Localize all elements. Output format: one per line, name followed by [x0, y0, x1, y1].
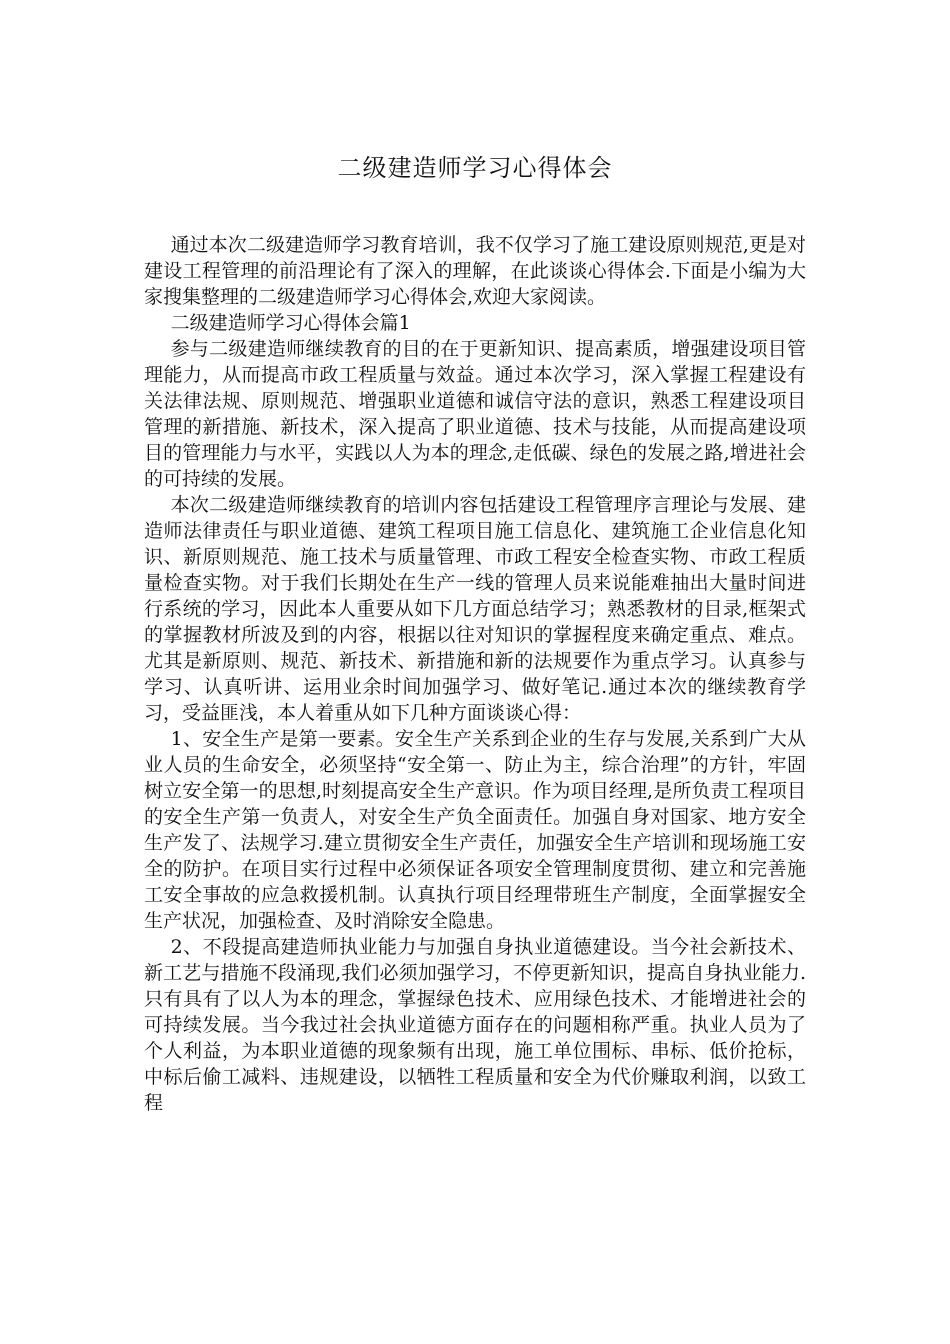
intro-paragraph: 通过本次二级建造师学习教育培训，我不仅学习了施工建设原则规范,更是对建设工程管理的前沿理论有了深入的理解，在此谈谈心得体会.下面是小编为大家搜集整理的二级建造师学习心得体会,欢迎大家阅读。: [144, 234, 806, 308]
section-heading: 二级建造师学习心得体会篇1: [170, 312, 411, 334]
document-body: [144, 232, 806, 1116]
body-paragraph: 1、安全生产是第一要素。安全生产关系到企业的生存与发展,关系到广大从业人员的生命安全，必须坚持“安全第一、防止为主，综合治理”的方针，牢固树立安全第一的思想,时刻提高安全生产意识。作为项目经理,是所负责工程项目的安全生产第一负责人，对安全生产负全面责任。加强自身对国家、地方安全生产发了、法规学习.建立贯彻安全生产责任，加强安全生产培训和现场施工安全的防护。在项目实行过程中必须保证各项安全管理制度贯彻、建立和完善施工安全事故的应急救援机制。认真执行项目经理带班生产制度，全面掌握安全生产状况，加强检查、及时消除安全隐患。: [144, 728, 806, 932]
body-paragraph: 本次二级建造师继续教育的培训内容包括建设工程管理序言理论与发展、建造师法律责任与职业道德、建筑工程项目施工信息化、建筑施工企业信息化知识、新原则规范、施工技术与质量管理、市政工程安全检查实物、市政工程质量检查实物。对于我们长期处在生产一线的管理人员来说能难抽出大量时间进行系统的学习，因此本人重要从如下几方面总结学习；熟悉教材的目录,框架式的掌握教材所波及到的内容，根据以往对知识的掌握程度来确定重点、难点。尤其是新原则、规范、新技术、新措施和新的法规要作为重点学习。认真参与学习、认真听讲、运用业余时间加强学习、做好笔记.通过本次的继续教育学习，受益匪浅，本人着重从如下几种方面谈谈心得：: [144, 494, 806, 724]
document-title: 二级建造师学习心得体会: [337, 154, 613, 182]
body-paragraph: 参与二级建造师继续教育的目的在于更新知识、提高素质，增强建设项目管理能力，从而提高市政工程质量与效益。通过本次学习，深入掌握工程建设有关法律法规、原则规范、增强职业道德和诚信守法的意识，熟悉工程建设项目管理的新措施、新技术，深入提高了职业道德、技术与技能，从而提高建设项目的管理能力与水平，实践以人为本的理念,走低碳、绿色的发展之路,增进社会的可持续的发展。: [144, 338, 806, 490]
body-paragraph: 2、不段提高建造师执业能力与加强自身执业道德建设。当今社会新技术、新工艺与措施不段涌现,我们必须加强学习，不停更新知识，提高自身执业能力.只有具有了以人为本的理念，掌握绿色技术、应用绿色技术、才能增进社会的可持续发展。当今我过社会执业道德方面存在的问题相称严重。执业人员为了个人利益，为本职业道德的现象频有出现，施工单位围标、串标、低价抢标，中标后偷工减料、违规建设，以牺牲工程质量和安全为代价赚取利润，以致工程: [144, 936, 806, 1114]
